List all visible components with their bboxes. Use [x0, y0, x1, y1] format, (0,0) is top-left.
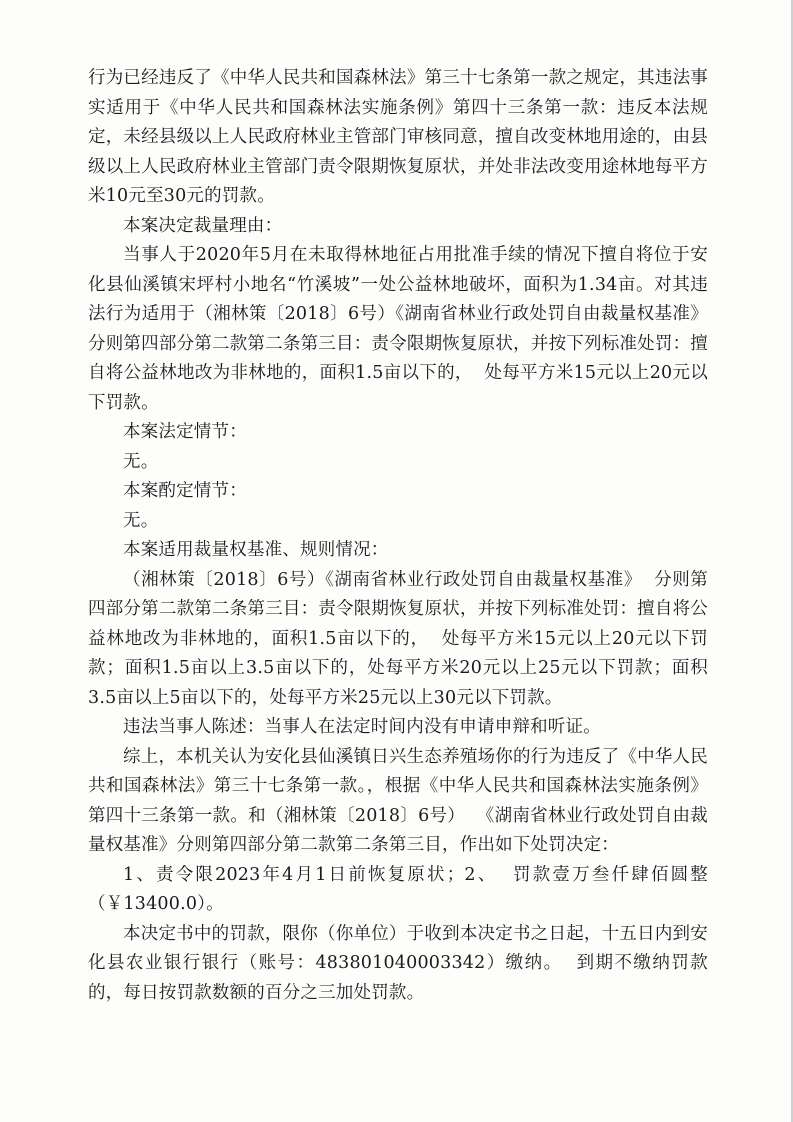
document-body [88, 64, 720, 1008]
paragraph-party-statement: 违法当事人陈述：当事人在法定时间内没有申请申辩和听证。 [123, 717, 601, 737]
paragraph-penalty-items: 1、责令限2023年4月1日前恢复原状；2、 罚款壹万叁仟肆佰圆整 （￥13400.0）。 [88, 864, 720, 914]
heading-statutory-circumstances: 本案法定情节： [123, 422, 247, 442]
paragraph-payment-instructions: 本决定书中的罚款，限你（你单位）于收到本决定书之日起，十五日内到安化县农业银行银行（账号：483801040003342）缴纳。 到期不缴纳罚款的，每日按罚款数额的百分之三加处罚款。 [88, 923, 708, 1003]
heading-applicable-standards: 本案适用裁量权基准、规则情况： [123, 540, 389, 560]
heading-discretionary-circumstances: 本案酌定情节： [123, 481, 247, 501]
paragraph-decision-reason: 当事人于2020年5月在未取得林地征占用批准手续的情况下擅自将位于安化县仙溪镇宋坪村小地名“竹溪坡”一处公益林地破坏，面积为1.34亩。对其违法行为适用于（湘林策〔2018〕6号）《湖南省林业行政处罚自由裁量权基准》分则第四部分第二款第二条第三目：责令限期恢复原状，并按下列标准处罚：擅自将公益林地改为非林地的，面积1.5亩以下的， 处每平方米15元以上20元以下罚款。 [88, 245, 708, 413]
paragraph-violation-facts: 行为已经违反了《中华人民共和国森林法》第三十七条第一款之规定，其违法事实适用于《中华人民共和国森林法实施条例》第四十三条第一款：违反本法规定，未经县级以上人民政府林业主管部门审核同意，擅自改变林地用途的，由县级以上人民政府林业主管部门责令限期恢复原状，并处非法改变用途林地每平方米10元至30元的罚款。 [88, 68, 708, 206]
heading-decision-reason: 本案决定裁量理由： [123, 215, 283, 236]
text-discretionary-circumstances: 无。 [123, 510, 159, 531]
paragraph-conclusion: 综上，本机关认为安化县仙溪镇日兴生态养殖场你的行为违反了《中华人民共和国森林法》第三十七条第一款。，根据《中华人民共和国森林法实施条例》第四十三条第一款。和（湘林策〔2018〕6号） 《湖南省林业行政处罚自由裁量权基准》分则第四部分第二款第二条第三目，作出如下处罚决定： [88, 746, 708, 855]
paragraph-applicable-standards: （湘林策〔2018〕6号）《湖南省林业行政处罚自由裁量权基准》 分则第四部分第二款第二条第三目：责令限期恢复原状，并按下列标准处罚：擅自将公益林地改为非林地的，面积1.5亩以下的， 处每平方米15元以上20元以下罚款；面积1.5亩以上3.5亩以下的，处每平方米20元以上25元以下罚款；面积3.5亩以上5亩以下的，处每平方米25元以上30元以下罚款。 [88, 569, 708, 708]
text-statutory-circumstances: 无。 [123, 451, 159, 472]
